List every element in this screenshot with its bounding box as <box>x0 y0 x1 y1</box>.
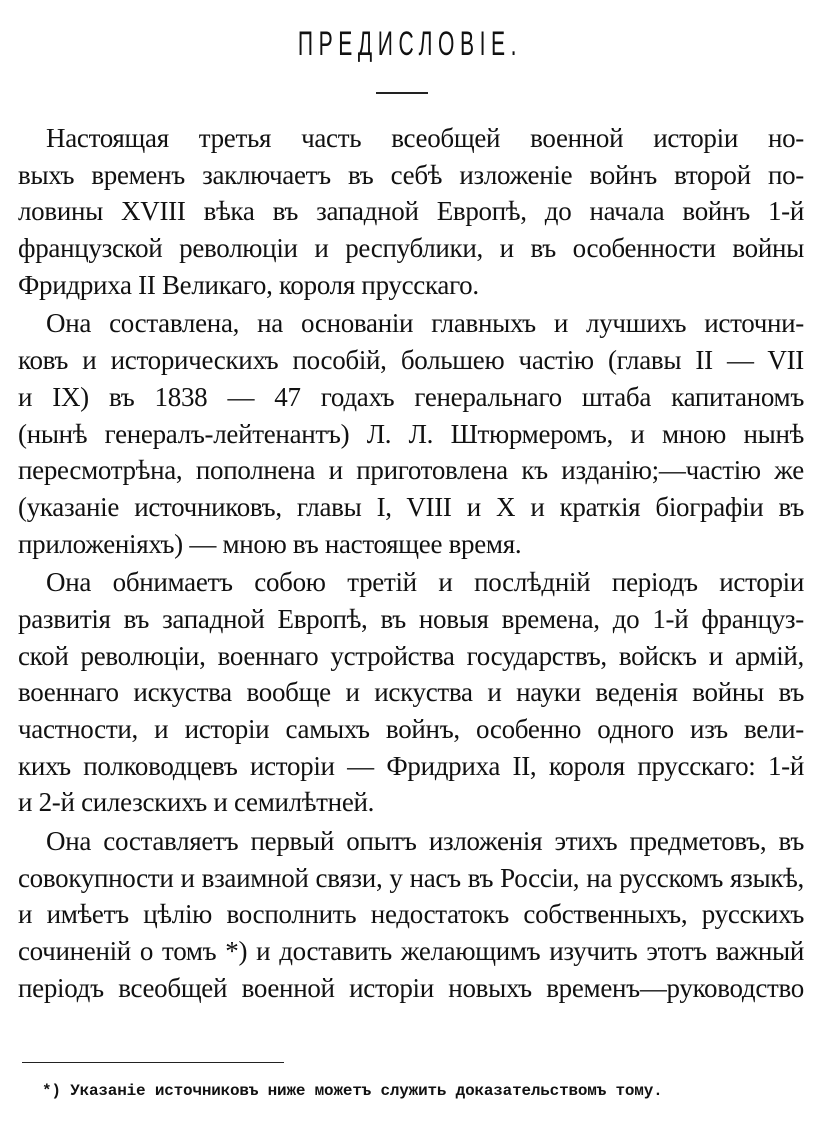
text-line: и IX) въ 1838 — 47 годахъ генеральнаго штаба капитаномъ <box>18 381 804 412</box>
text-line: Она составляетъ первый опытъ изложенія этихъ предметовъ, въ <box>46 826 804 857</box>
page-title: ПРЕДИСЛОВІЕ. <box>297 25 523 63</box>
text-line: совокупности и взаимной связи, у насъ въ Россіи, на русскомъ языкѣ, <box>18 862 804 893</box>
footnote-rule <box>22 1062 284 1063</box>
footnote: *) Указаніе источниковъ ниже можетъ служить доказательствомъ тому. <box>42 1082 663 1100</box>
title-underline <box>376 92 428 94</box>
text-line: Настоящая третья часть всеобщей военной исторіи но- <box>46 123 804 153</box>
text-line: и 2-й силезскихъ и семилѣтней. <box>18 787 375 818</box>
text-line: ловины XVIII вѣка въ западной Европѣ, до начала войнъ 1-й <box>18 196 804 227</box>
text-line: французской революціи и республики, и въ особенности войны <box>18 233 804 264</box>
text-line: сочиненій о томъ *) и доставить желающимъ изучить этотъ важный <box>18 936 804 967</box>
text-line: Фридриха II Великаго, короля прусскаго. <box>18 269 479 300</box>
text-line: Она составлена, на основаніи главныхъ и лучшихъ источни- <box>46 308 804 339</box>
text-line: приложеніяхъ) — мною въ настоящее время. <box>18 528 522 559</box>
paragraph-3 <box>18 564 804 821</box>
text-line: (нынѣ генералъ-лейтенантъ) Л. Л. Штюрмеромъ, и мною нынѣ <box>18 418 804 449</box>
text-line: періодъ всеобщей военной исторіи новыхъ временъ—руководство <box>18 972 804 1003</box>
text-line: частности, и исторіи самыхъ войнъ, особенно одного изъ вели- <box>18 714 804 744</box>
text-line: ковъ и историческихъ пособій, большею частію (главы II — VII <box>18 345 804 376</box>
preface-body <box>18 120 804 1009</box>
text-line: военнаго искуства вообще и искуства и науки веденія войны въ <box>18 677 804 708</box>
text-line: ской революціи, военнаго устройства государствъ, войскъ и армій, <box>18 640 804 671</box>
paragraph-2 <box>18 305 804 562</box>
paragraph-1 <box>18 120 804 303</box>
paragraph-4 <box>18 823 804 1006</box>
text-line: пересмотрѣна, пополнена и приготовлена къ изданію;—частію же <box>18 455 804 486</box>
text-line: выхъ временъ заключаетъ въ себѣ изложеніе войнъ второй по- <box>18 159 804 190</box>
text-line: и имѣетъ цѣлію восполнить недостатокъ собственныхъ, русскихъ <box>18 899 804 930</box>
text-line: развитія въ западной Европѣ, въ новыя времена, до 1-й француз- <box>18 603 804 634</box>
text-line: кихъ полководцевъ исторіи — Фридриха II, короля прусскаго: 1-й <box>18 750 804 781</box>
text-line: Она обнимаетъ собою третій и послѣдній періодъ исторіи <box>46 567 804 598</box>
text-line: (указаніе источниковъ, главы I, VIII и X и краткія біографіи въ <box>18 491 804 522</box>
